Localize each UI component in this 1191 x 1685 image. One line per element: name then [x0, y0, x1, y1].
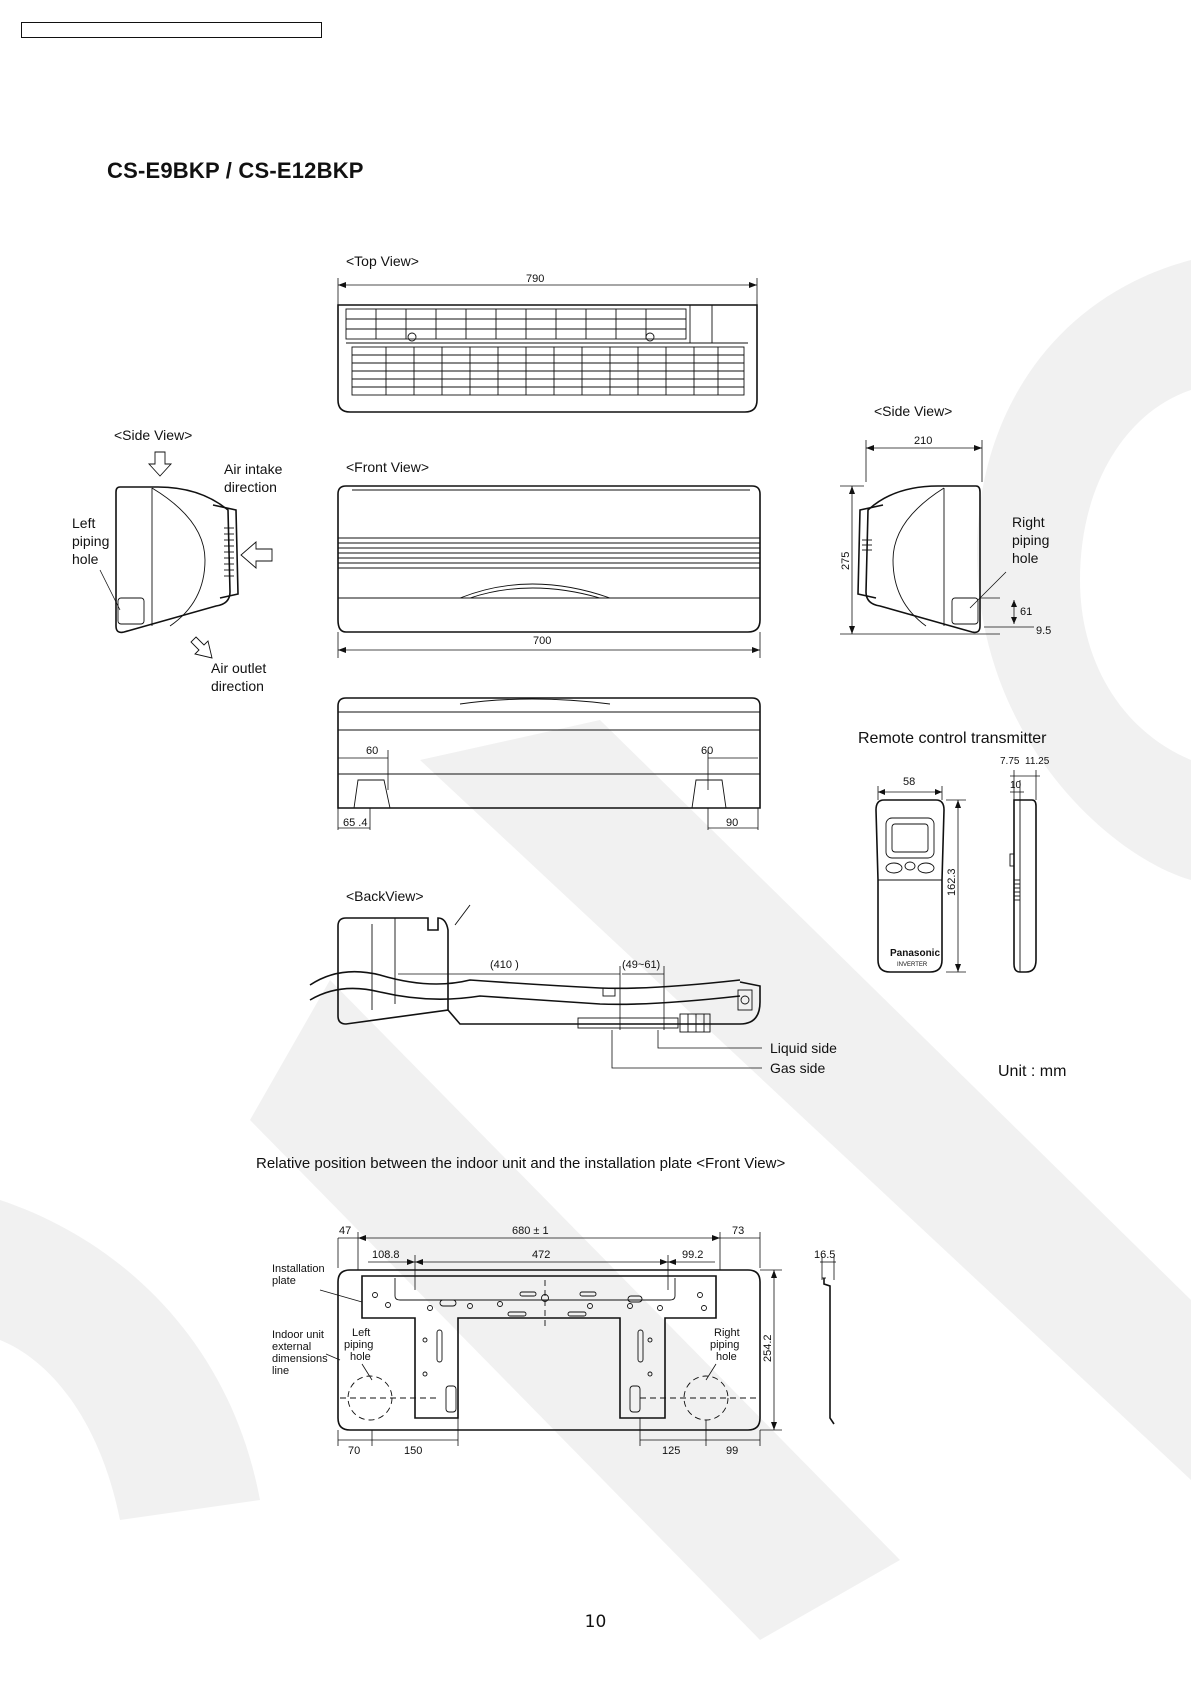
dim-60-right: 60: [701, 745, 714, 757]
top-view-label: <Top View>: [346, 253, 419, 269]
brand-sub: INVERTER: [897, 962, 928, 968]
dim-90: 90: [726, 817, 739, 829]
page-number: 10: [584, 1612, 607, 1632]
dim-472: 472: [532, 1249, 551, 1261]
air-intake-1: Air intake: [224, 461, 283, 477]
dim-70: 70: [348, 1445, 361, 1457]
right-hole-2: piping: [1012, 532, 1050, 548]
installation-plate-2: plate: [272, 1275, 296, 1287]
plate-left-hole-2: piping: [344, 1339, 374, 1351]
left-side-view: [72, 427, 283, 694]
liquid-side-label: Liquid side: [770, 1040, 837, 1056]
remote-grip: [1014, 880, 1020, 900]
right-hole-1: Right: [1012, 514, 1045, 530]
front-louvres: [338, 538, 760, 568]
dim-7-75: 7.75: [1000, 756, 1020, 767]
dim-125: 125: [662, 1445, 681, 1457]
air-outlet-2: direction: [211, 678, 264, 694]
dim-61: 61: [1020, 606, 1033, 618]
air-outlet-1: Air outlet: [211, 660, 267, 676]
dim-10: 10: [1010, 780, 1022, 791]
left-hole-2: piping: [72, 533, 110, 549]
dim-99: 99: [726, 1445, 739, 1457]
relative-position-title: Relative position between the indoor unit and the installation plate <Front View>: [256, 1155, 786, 1172]
dim-47: 47: [339, 1225, 352, 1237]
plate-right-hole-3: hole: [716, 1351, 737, 1363]
dim-108-8: 108.8: [372, 1249, 400, 1261]
plate-left-hole-1: Left: [352, 1327, 371, 1339]
brand-text: Panasonic: [890, 948, 941, 959]
dim-16-5: 16.5: [814, 1249, 836, 1261]
dim-65-4: 65 .4: [343, 817, 368, 829]
unit-note: Unit : mm: [998, 1063, 1067, 1080]
dim-9-5: 9.5: [1036, 625, 1052, 637]
left-side-view-label: <Side View>: [114, 427, 193, 443]
air-intake-2: direction: [224, 479, 277, 495]
indoor-line-2: external: [272, 1341, 312, 1353]
left-hole-3: hole: [72, 551, 99, 567]
right-hole-3: hole: [1012, 550, 1039, 566]
left-hole-1: Left: [72, 515, 96, 531]
remote-control: [858, 730, 1050, 972]
dim-254-2: 254.2: [762, 1334, 774, 1362]
indoor-line-4: line: [272, 1365, 290, 1377]
dim-790: 790: [526, 273, 545, 285]
installation-plate-1: Installation: [272, 1263, 325, 1275]
back-view-label: <BackView>: [346, 888, 424, 904]
dim-680: 680 ± 1: [512, 1225, 549, 1237]
top-view: [338, 253, 757, 412]
dim-210: 210: [914, 435, 933, 447]
dim-275: 275: [840, 551, 852, 570]
plate-right-hole-1: Right: [714, 1327, 740, 1339]
dim-700: 700: [533, 635, 552, 647]
indoor-line-1: Indoor unit: [272, 1329, 324, 1341]
dim-60-left: 60: [366, 745, 379, 757]
dim-58: 58: [903, 776, 916, 788]
plate-left-hole-3: hole: [350, 1351, 371, 1363]
right-side-view-label: <Side View>: [874, 403, 953, 419]
front-view: [338, 459, 760, 658]
gas-side-label: Gas side: [770, 1060, 826, 1076]
dim-73: 73: [732, 1225, 745, 1237]
dim-162-3: 162.3: [946, 868, 958, 896]
model-title: CS-E9BKP / CS-E12BKP: [107, 158, 364, 183]
watermark: [0, 260, 1191, 1640]
indoor-line-3: dimensions: [272, 1353, 328, 1365]
dim-11-25: 11.25: [1025, 756, 1050, 767]
front-view-label: <Front View>: [346, 459, 430, 475]
top-grille: [346, 309, 744, 395]
dim-410: (410 ): [490, 959, 519, 971]
dim-49-61: (49~61): [622, 959, 661, 971]
dim-99-2: 99.2: [682, 1249, 704, 1261]
dim-150: 150: [404, 1445, 423, 1457]
remote-label: Remote control transmitter: [858, 730, 1047, 747]
plate-right-hole-2: piping: [710, 1339, 740, 1351]
